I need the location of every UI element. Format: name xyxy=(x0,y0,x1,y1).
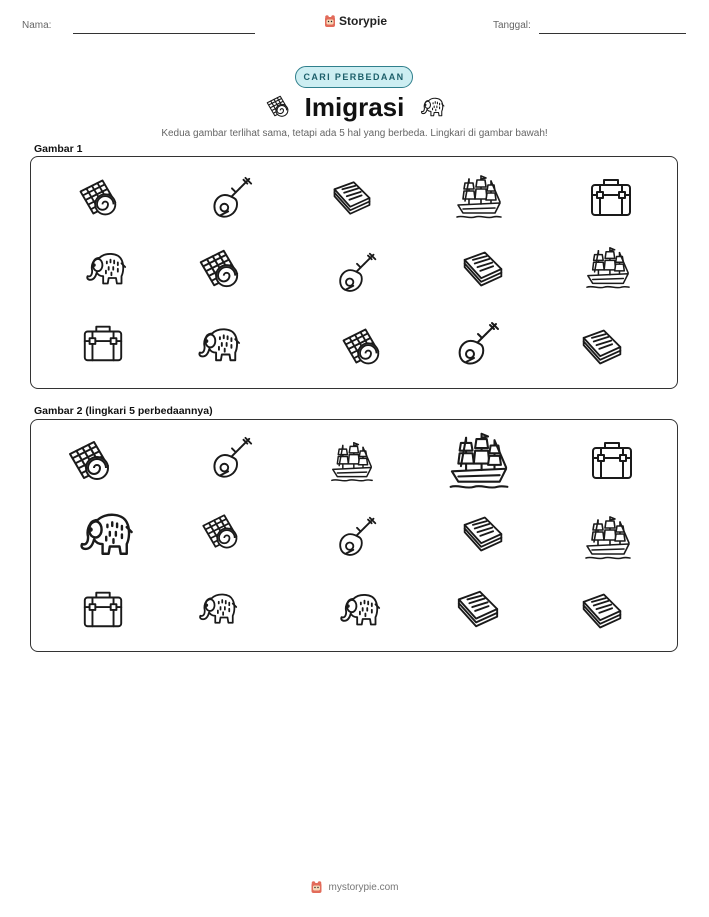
book-icon[interactable] xyxy=(454,586,502,632)
suitcase-icon[interactable] xyxy=(77,586,129,632)
mandolin-icon xyxy=(335,249,379,297)
panel1-label: Gambar 1 xyxy=(34,143,83,155)
book-icon[interactable] xyxy=(578,589,626,633)
footer xyxy=(0,880,709,894)
ship-icon xyxy=(582,245,634,291)
bedroll-icon xyxy=(73,175,121,219)
ship-icon xyxy=(454,173,504,221)
elephant-icon xyxy=(194,320,242,366)
instructions-text: Kedua gambar terlihat sama, tetapi ada 5 hal yang berbeda. Lingkari di gambar bawah! xyxy=(161,128,548,139)
bedroll-icon xyxy=(193,245,243,291)
book-icon[interactable] xyxy=(459,512,507,556)
ship-icon[interactable] xyxy=(582,514,634,562)
picture-panel-1 xyxy=(30,156,678,389)
brand-logo xyxy=(324,14,387,28)
elephant-icon[interactable] xyxy=(194,586,240,628)
brand-name: Storypie xyxy=(339,14,388,28)
elephant-icon xyxy=(418,93,446,119)
book-icon xyxy=(578,325,626,369)
elephant-icon[interactable] xyxy=(71,503,139,561)
book-icon xyxy=(328,177,376,219)
footer-url: mystorypie.com xyxy=(328,881,399,893)
suitcase-icon[interactable] xyxy=(587,436,637,484)
date-label: Tanggal: xyxy=(493,20,531,31)
mandolin-icon xyxy=(209,175,255,221)
panel2-label: Gambar 2 (lingkari 5 perbedaannya) xyxy=(34,405,213,417)
elephant-icon xyxy=(81,245,129,289)
suitcase-icon xyxy=(78,320,128,366)
name-label: Nama: xyxy=(22,20,52,31)
picture-panel-2[interactable] xyxy=(30,419,678,652)
storypie-mascot-icon xyxy=(324,14,336,28)
activity-badge: CARI PERBEDAAN xyxy=(295,66,413,88)
elephant-icon[interactable] xyxy=(336,586,382,630)
bedroll-icon xyxy=(334,324,386,368)
suitcase-icon xyxy=(586,173,636,221)
mandolin-icon[interactable] xyxy=(335,514,379,560)
bedroll-icon[interactable] xyxy=(195,510,243,552)
bedroll-icon[interactable] xyxy=(63,436,113,484)
ship-icon[interactable] xyxy=(327,440,377,484)
book-icon xyxy=(459,247,507,291)
date-field-line[interactable] xyxy=(539,33,686,34)
mandolin-icon[interactable] xyxy=(209,434,255,482)
worksheet-title: Imigrasi xyxy=(304,92,405,122)
name-field-line[interactable] xyxy=(73,33,255,34)
ship-icon[interactable] xyxy=(445,430,513,492)
mandolin-icon xyxy=(454,319,502,369)
storypie-mascot-icon xyxy=(310,880,323,894)
